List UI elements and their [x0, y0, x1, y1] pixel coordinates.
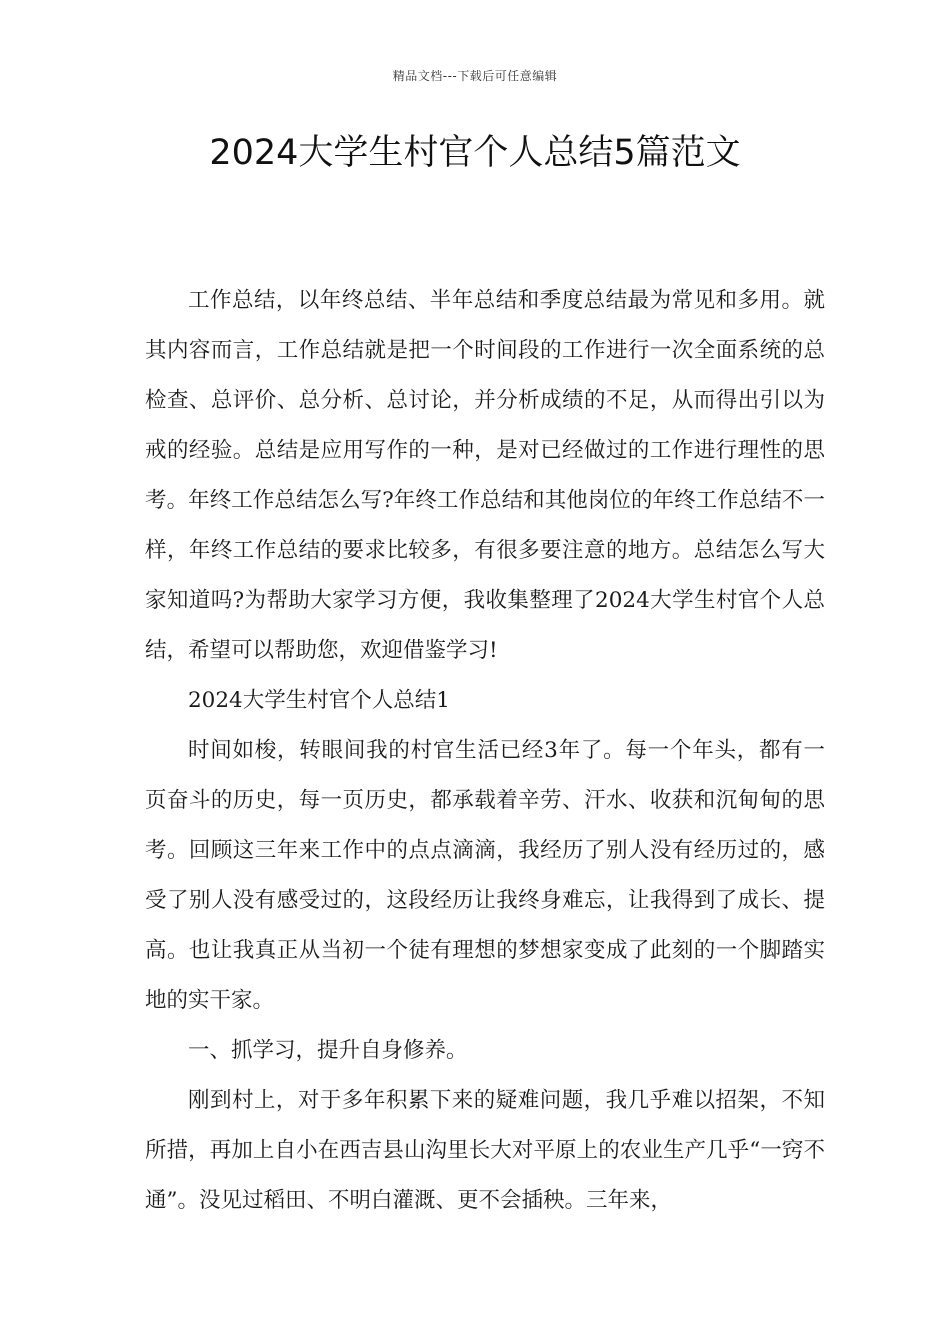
- document-title: 2024大学生村官个人总结5篇范文: [209, 133, 741, 173]
- paragraph: 刚到村上，对于多年积累下来的疑难问题，我几乎难以招架，不知所措，再加上自小在西吉县山沟里长大对平原上的农业生产几乎“一窍不通”。没见过稻田、不明白灌溉、更不会插秧。三年来，: [145, 1088, 825, 1213]
- section-heading: 2024大学生村官个人总结1: [188, 688, 450, 713]
- document-body: [145, 276, 825, 1226]
- subsection-heading: 一、抓学习，提升自身修养。: [188, 1038, 468, 1063]
- paragraph-intro: 工作总结，以年终总结、半年总结和季度总结最为常见和多用。就其内容而言，工作总结就是把一个时间段的工作进行一次全面系统的总检查、总评价、总分析、总讨论，并分析成绩的不足，从而得出引以为戒的经验。总结是应用写作的一种，是对已经做过的工作进行理性的思考。年终工作总结怎么写?年终工作总结和其他岗位的年终工作总结不一样，年终工作总结的要求比较多，有很多要注意的地方。总结怎么写大家知道吗?为帮助大家学习方便，我收集整理了2024大学生村官个人总结，希望可以帮助您，欢迎借鉴学习!: [145, 288, 825, 663]
- header-note: 精品文档---下载后可任意编辑: [392, 69, 558, 83]
- paragraph: 时间如梭，转眼间我的村官生活已经3年了。每一个年头，都有一页奋斗的历史，每一页历史，都承载着辛劳、汗水、收获和沉甸甸的思考。回顾这三年来工作中的点点滴滴，我经历了别人没有经历过的，感受了别人没有感受过的，这段经历让我终身难忘，让我得到了成长、提高。也让我真正从当初一个徒有理想的梦想家变成了此刻的一个脚踏实地的实干家。: [145, 738, 825, 1013]
